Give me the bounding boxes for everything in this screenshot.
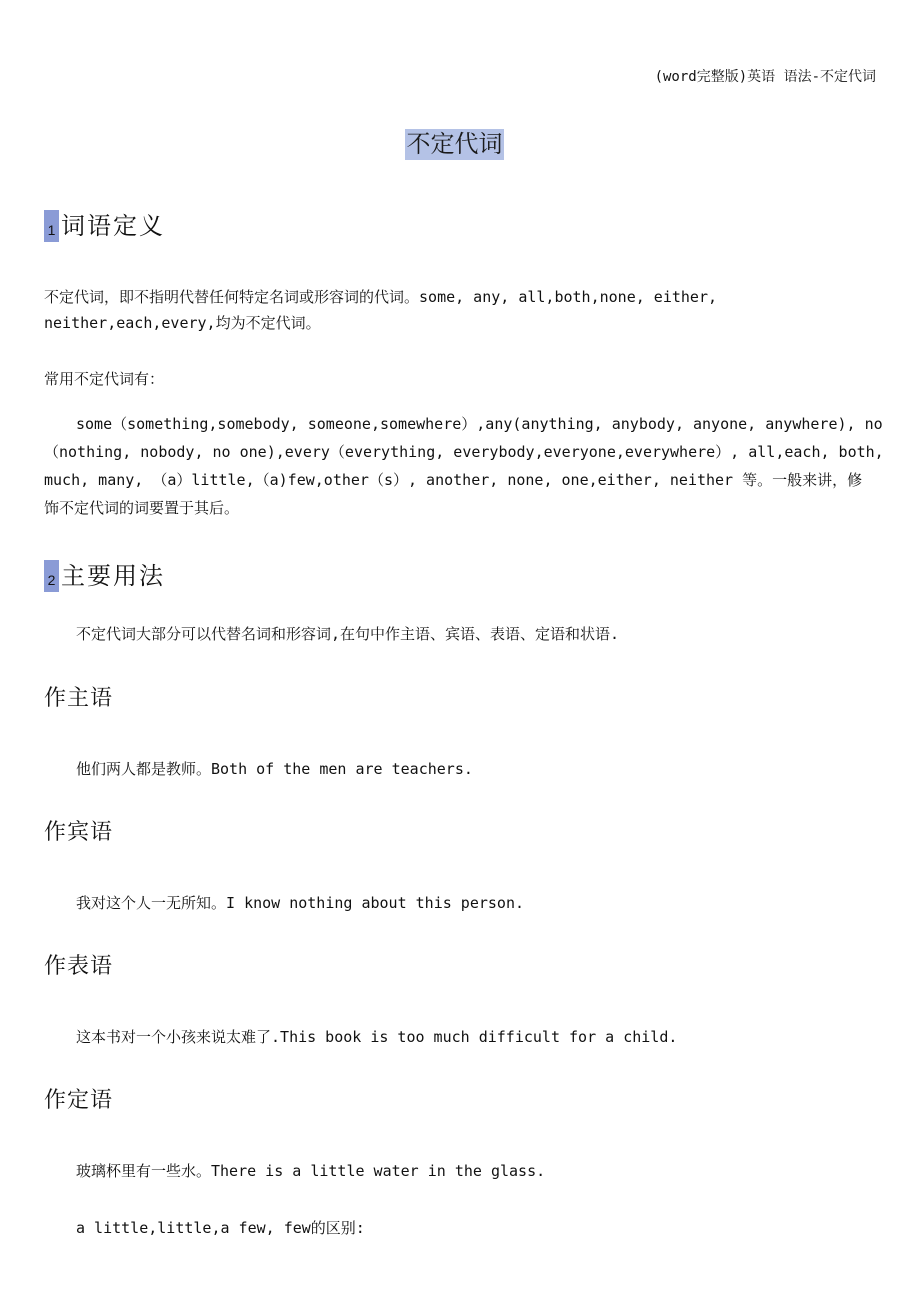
usage-intro: 不定代词大部分可以代替名词和形容词,在句中作主语、宾语、表语、定语和状语.	[76, 625, 620, 643]
usage-heading-object: 作宾语	[44, 820, 114, 845]
section-number: 1	[44, 210, 59, 242]
common-pronouns-line: （nothing, nobody, no one),every（everything, everybody,everyone,everywhere）, all,each, both,	[44, 443, 884, 461]
common-pronouns-label: 常用不定代词有：	[44, 370, 165, 388]
usage-heading-subject: 作主语	[44, 686, 114, 711]
section-title: 主要用法	[61, 562, 165, 590]
difference-label: a little,little,a few, few的区别:	[76, 1219, 365, 1237]
common-pronouns-line: 饰不定代词的词要置于其后。	[44, 499, 240, 517]
common-pronouns-line: much, many, （a）little,（a)few,other（s）, another, none, one,either, neither 等。一般来讲，修	[44, 471, 863, 489]
running-header: (word完整版)英语 语法-不定代词	[654, 69, 876, 85]
usage-example: 玻璃杯里有一些水。There is a little water in the glass.	[76, 1162, 546, 1180]
usage-heading-attributive: 作定语	[44, 1088, 114, 1113]
usage-heading-predicative: 作表语	[44, 954, 114, 979]
section-heading-usage	[44, 560, 165, 592]
section-heading-definition	[44, 210, 165, 242]
section-number: 2	[44, 560, 59, 592]
usage-example: 他们两人都是教师。Both of the men are teachers.	[76, 760, 473, 778]
document-title: 不定代词	[406, 130, 503, 158]
common-pronouns-line: some（something,somebody, someone,somewhere）,any(anything, anybody, anyone, anywhere), no	[76, 415, 883, 433]
section-title: 词语定义	[61, 212, 165, 240]
definition-paragraph: 不定代词，即不指明代替任何特定名词或形容词的代词。some, any, all,both,none, either, neither,each,every,均为不定代词。	[44, 288, 718, 332]
usage-example: 这本书对一个小孩来说太难了.This book is too much difficult for a child.	[76, 1028, 678, 1046]
usage-example: 我对这个人一无所知。I know nothing about this person.	[76, 894, 525, 912]
